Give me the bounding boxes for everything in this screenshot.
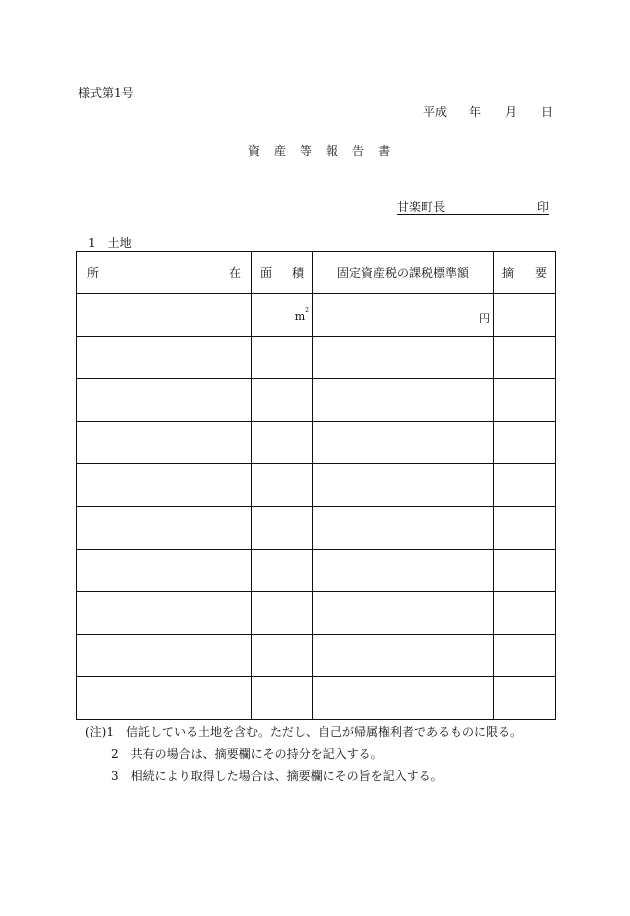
section-name: 土地 [107, 236, 132, 250]
location-cell[interactable] [77, 634, 252, 677]
location-cell[interactable] [77, 592, 252, 635]
yen-unit: 円 [479, 312, 490, 325]
date-day-label: 日 [541, 105, 554, 119]
remarks-cell[interactable] [494, 336, 556, 379]
note-item: (注)1 信託している土地を含む。ただし、自己が帰属権利者であるものに限る。 [85, 725, 523, 739]
location-cell[interactable] [77, 336, 252, 379]
note-item: 2 共有の場合は、摘要欄にその持分を記入する。 [111, 747, 383, 761]
area-cell[interactable] [252, 379, 313, 422]
tax-base-cell[interactable] [313, 464, 494, 507]
tax-base-cell[interactable] [313, 677, 494, 720]
title-char: 等 [300, 144, 315, 158]
tax-base-cell[interactable] [313, 549, 494, 592]
table-row [77, 421, 556, 464]
title-char: 告 [352, 144, 367, 158]
remarks-cell[interactable] [494, 634, 556, 677]
location-cell[interactable] [77, 506, 252, 549]
area-cell[interactable] [252, 421, 313, 464]
header-location: 所 在 [77, 252, 252, 294]
tax-base-cell[interactable] [313, 336, 494, 379]
land-table [76, 251, 556, 720]
header-tax-base: 固定資産税の課税標準額 [313, 252, 494, 294]
header-remarks: 摘 要 [494, 252, 556, 294]
remarks-cell[interactable] [494, 379, 556, 422]
title-char: 産 [274, 144, 289, 158]
table-row [77, 592, 556, 635]
table-row [77, 506, 556, 549]
location-cell[interactable] [77, 464, 252, 507]
location-cell[interactable] [77, 379, 252, 422]
date-era: 平成 [423, 105, 448, 119]
location-cell[interactable] [77, 549, 252, 592]
date-year-label: 年 [469, 105, 482, 119]
area-cell[interactable] [252, 506, 313, 549]
remarks-cell[interactable] [494, 464, 556, 507]
title-char: 資 [248, 144, 263, 158]
remarks-cell[interactable] [494, 421, 556, 464]
table-row [77, 379, 556, 422]
area-cell[interactable] [252, 549, 313, 592]
remarks-cell[interactable] [494, 677, 556, 720]
tax-base-cell[interactable] [313, 421, 494, 464]
notes-block [85, 721, 522, 787]
date-line [423, 103, 553, 120]
tax-base-cell[interactable] [313, 379, 494, 422]
remarks-cell[interactable] [494, 506, 556, 549]
location-cell[interactable] [77, 421, 252, 464]
header-area: 面 積 [252, 252, 313, 294]
table-header-row [77, 252, 556, 294]
table-row [77, 549, 556, 592]
section-heading [88, 234, 132, 251]
addressee-name: 甘楽町長 [397, 200, 446, 214]
note-item: 3 相続により取得した場合は、摘要欄にその旨を記入する。 [111, 769, 443, 783]
title-char: 報 [326, 144, 341, 158]
table-row [77, 336, 556, 379]
area-cell[interactable] [252, 336, 313, 379]
addressee-line [397, 198, 549, 215]
table-row [77, 634, 556, 677]
remarks-cell[interactable] [494, 549, 556, 592]
area-cell[interactable] [252, 464, 313, 507]
area-cell[interactable] [252, 677, 313, 720]
tax-base-cell[interactable] [313, 592, 494, 635]
tax-base-cell[interactable] [313, 634, 494, 677]
area-cell[interactable] [252, 294, 313, 337]
square-meter-unit: $m^2$ [294, 307, 309, 323]
tax-base-cell[interactable] [313, 506, 494, 549]
table-row [77, 464, 556, 507]
section-number: 1 [88, 236, 96, 250]
table-row [77, 677, 556, 720]
document-title [248, 142, 404, 159]
tax-base-cell[interactable] [313, 294, 494, 337]
location-cell[interactable] [77, 294, 252, 337]
table-row [77, 294, 556, 337]
area-cell[interactable] [252, 592, 313, 635]
form-number: 様式第1号 [78, 86, 134, 100]
remarks-cell[interactable] [494, 294, 556, 337]
seal-mark: 印 [536, 200, 549, 214]
area-cell[interactable] [252, 634, 313, 677]
remarks-cell[interactable] [494, 592, 556, 635]
title-char: 書 [378, 144, 393, 158]
location-cell[interactable] [77, 677, 252, 720]
date-month-label: 月 [505, 105, 518, 119]
